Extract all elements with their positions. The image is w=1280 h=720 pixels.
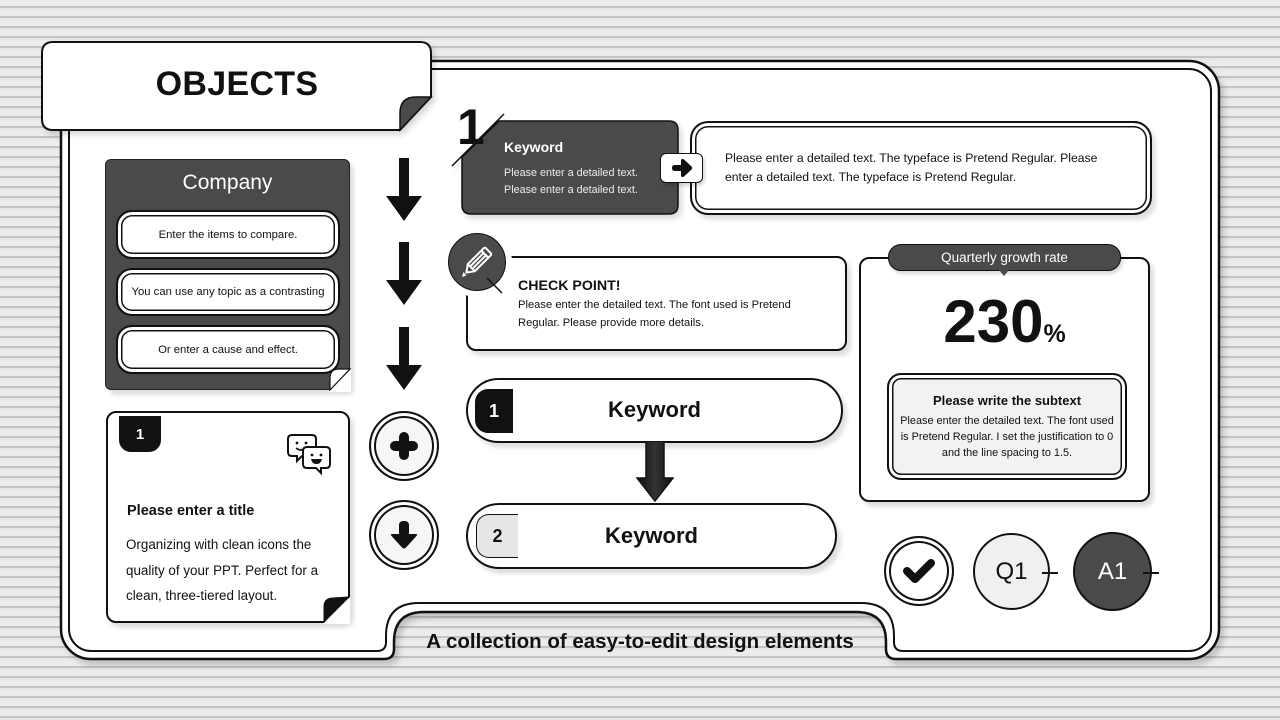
arrow-down-icon — [636, 441, 674, 502]
info-card — [106, 411, 350, 623]
keyword-title: Keyword — [504, 139, 564, 155]
checkpoint-box — [466, 256, 847, 351]
q1-connector — [1042, 572, 1058, 574]
arrow-down-icon — [386, 327, 422, 390]
detail-line: Please enter a detailed text. — [504, 184, 638, 196]
compare-item-label: You can use any topic as a contrasting — [131, 286, 325, 298]
body-line: Please enter the detailed text. The font used is Pretend — [518, 299, 791, 311]
step-number-badge: 1 — [475, 389, 513, 433]
body-line: Regular. Please provide more details. — [518, 317, 704, 329]
checkpoint-body — [518, 296, 791, 332]
growth-label: Quarterly growth rate — [941, 250, 1068, 265]
body-line: Please enter the detailed text. The font used — [900, 415, 1114, 427]
title-tab — [41, 41, 435, 133]
pencil-icon — [460, 245, 494, 279]
tag-pointer-icon — [999, 270, 1009, 277]
q1-badge[interactable] — [973, 533, 1050, 610]
detail-text-box — [690, 121, 1152, 215]
subtext-title: Please write the subtext — [932, 393, 1082, 408]
page-curl-icon — [324, 597, 350, 623]
arrow-down-icon — [386, 158, 422, 221]
detail-line: enter a detailed text. The typeface is Pretend Regular. — [725, 170, 1017, 184]
number-badge: 1 — [119, 416, 161, 452]
growth-card — [859, 257, 1150, 502]
footer-caption: A collection of easy-to-edit design elements — [426, 630, 854, 653]
step-2[interactable] — [466, 503, 837, 569]
body-line: is Pretend Regular. I set the justification to 0 — [900, 431, 1114, 443]
download-button[interactable] — [369, 500, 439, 570]
growth-number: 230 — [943, 288, 1044, 355]
step-1[interactable] — [466, 378, 843, 443]
subtext-body — [889, 413, 1125, 461]
info-card-title: Please enter a title — [127, 503, 255, 519]
body-line: and the line spacing to 1.5. — [941, 447, 1073, 459]
plus-icon — [389, 431, 419, 461]
compare-item[interactable] — [116, 325, 340, 374]
body-line: Organizing with clean icons the — [126, 537, 312, 552]
detail-line: Please enter a detailed text. — [504, 167, 638, 179]
keyword-number: 1 — [457, 99, 485, 155]
detail-text — [725, 149, 1097, 187]
body-line: quality of your PPT. Perfect for a — [126, 562, 319, 578]
subtext-box — [887, 373, 1127, 480]
keyword-detail — [504, 165, 638, 199]
growth-unit: % — [1043, 320, 1066, 348]
growth-label-tag — [888, 244, 1121, 271]
checkpoint-title: CHECK POINT! — [518, 278, 621, 294]
check-button[interactable] — [884, 536, 954, 606]
chat-faces-icon — [288, 433, 332, 475]
keyword-block — [461, 120, 679, 215]
growth-value — [861, 288, 1148, 355]
page-title: OBJECTS — [155, 65, 319, 103]
arrow-down-icon — [386, 242, 422, 305]
check-icon — [902, 557, 936, 585]
step-number-badge: 2 — [476, 514, 518, 558]
compare-item[interactable] — [116, 268, 340, 316]
pointer-line — [486, 277, 504, 295]
compare-item[interactable] — [116, 210, 340, 259]
a1-label: A1 — [1097, 557, 1128, 585]
company-card-title: Company — [182, 171, 273, 194]
info-card-body — [126, 532, 318, 609]
body-line: clean, three-tiered layout. — [126, 588, 278, 603]
compare-item-label: Enter the items to compare. — [158, 228, 298, 241]
q1-label: Q1 — [995, 557, 1028, 585]
step-label: Keyword — [608, 397, 701, 422]
page-curl-icon — [329, 369, 351, 391]
arrow-right-icon — [671, 158, 693, 178]
company-card — [105, 159, 350, 390]
connector-button[interactable] — [660, 153, 703, 183]
add-button[interactable] — [369, 411, 439, 481]
compare-item-label: Or enter a cause and effect. — [158, 343, 298, 356]
step-label: Keyword — [605, 523, 698, 548]
detail-line: Please enter a detailed text. The typeface is Pretend Regular. Please — [725, 151, 1098, 165]
a1-badge[interactable] — [1073, 532, 1152, 611]
arrow-down-icon — [389, 520, 419, 550]
a1-connector — [1143, 572, 1159, 574]
